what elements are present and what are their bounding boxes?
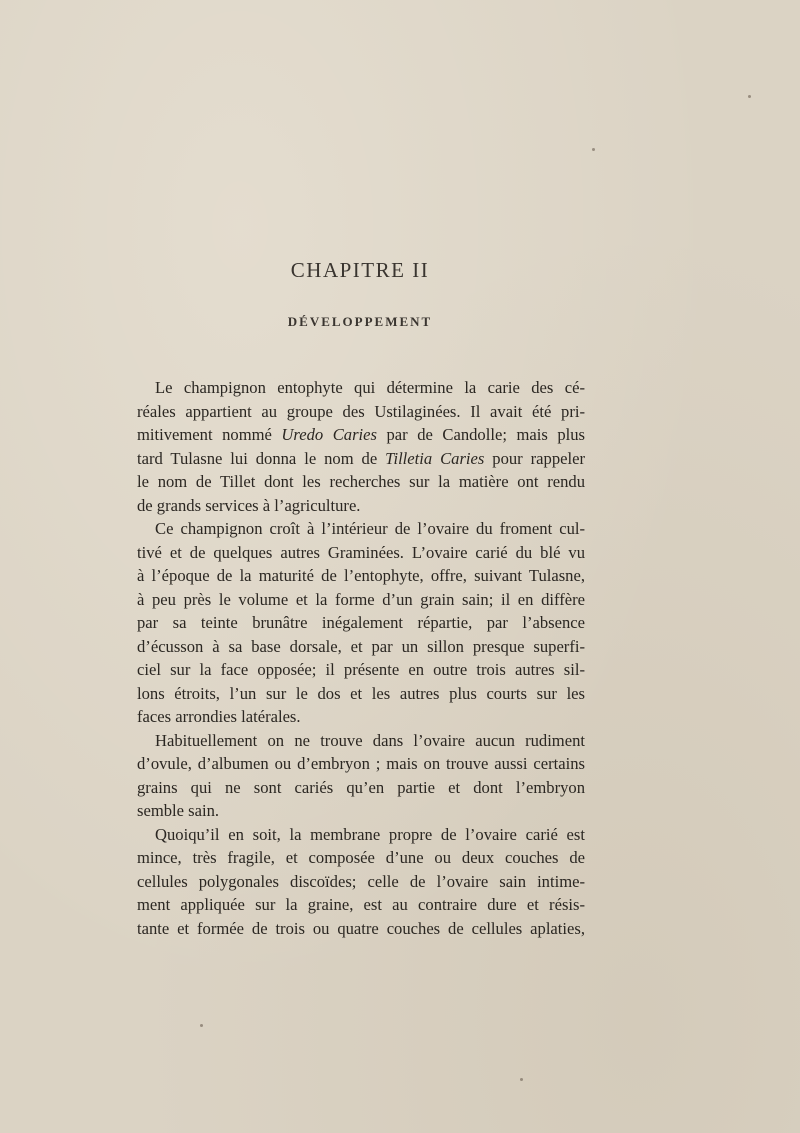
text-line: ment appliquée sur la graine, est au contraire dure et résis- bbox=[137, 895, 585, 914]
paper-speck bbox=[200, 1024, 203, 1027]
section-title: DÉVELOPPEMENT bbox=[287, 314, 433, 329]
text-line: lons étroits, l’un sur le dos et les autres plus courts sur les bbox=[137, 683, 585, 703]
text-line: d’écusson à sa base dorsale, et par un sillon presque superfi- bbox=[137, 636, 585, 656]
text-line: par sa teinte brunâtre inégalement répartie, par l’absence bbox=[137, 613, 585, 632]
text-line: tard Tulasne lui donna le nom de Tilletia Caries pour rappeler bbox=[137, 448, 585, 468]
text-line: mitivement nommé Uredo Caries par de Candolle; mais plus bbox=[137, 425, 585, 444]
paper-speck bbox=[748, 95, 751, 98]
text-line: Quoiqu’il en soit, la membrane propre de l’ovaire carié est bbox=[155, 824, 585, 844]
paper-speck bbox=[520, 1078, 523, 1081]
text-line: semble sain. bbox=[137, 801, 220, 820]
text-line: à peu près le volume et la forme d’un grain sain; il en diffère bbox=[137, 589, 585, 609]
text-line: le nom de Tillet dont les recherches sur la matière ont rendu bbox=[137, 472, 585, 491]
text-line: mince, très fragile, et composée d’une ou deux couches de bbox=[137, 848, 585, 867]
text-line: de grands services à l’agriculture. bbox=[137, 495, 361, 515]
text-line: faces arrondies latérales. bbox=[137, 707, 301, 726]
paper-speck bbox=[592, 148, 595, 151]
text-line: Ce champignon croît à l’intérieur de l’ovaire du froment cul- bbox=[155, 519, 585, 538]
text-line: ciel sur la face opposée; il présente en outre trois autres sil- bbox=[137, 660, 585, 679]
text-line: tante et formée de trois ou quatre couches de cellules aplaties, bbox=[137, 918, 585, 938]
text-line: d’ovule, d’albumen ou d’embryon ; mais on trouve aussi certains bbox=[137, 754, 585, 773]
text-line: tivé et de quelques autres Graminées. L’ovaire carié du blé vu bbox=[137, 542, 585, 562]
text-line: grains qui ne sont cariés qu’en partie et dont l’embryon bbox=[137, 777, 585, 797]
chapter-title: CHAPITRE II bbox=[290, 258, 430, 282]
text-line: cellules polygonales discoïdes; celle de l’ovaire sain intime- bbox=[137, 871, 585, 891]
text-line: Le champignon entophyte qui détermine la carie des cé- bbox=[155, 378, 585, 397]
text-line: réales appartient au groupe des Ustilaginées. Il avait été pri- bbox=[137, 401, 585, 421]
text-line: à l’époque de la maturité de l’entophyte, offre, suivant Tulasne, bbox=[137, 566, 585, 585]
text-line: Habituellement on ne trouve dans l’ovaire aucun rudiment bbox=[155, 730, 585, 750]
body-text bbox=[137, 376, 585, 940]
